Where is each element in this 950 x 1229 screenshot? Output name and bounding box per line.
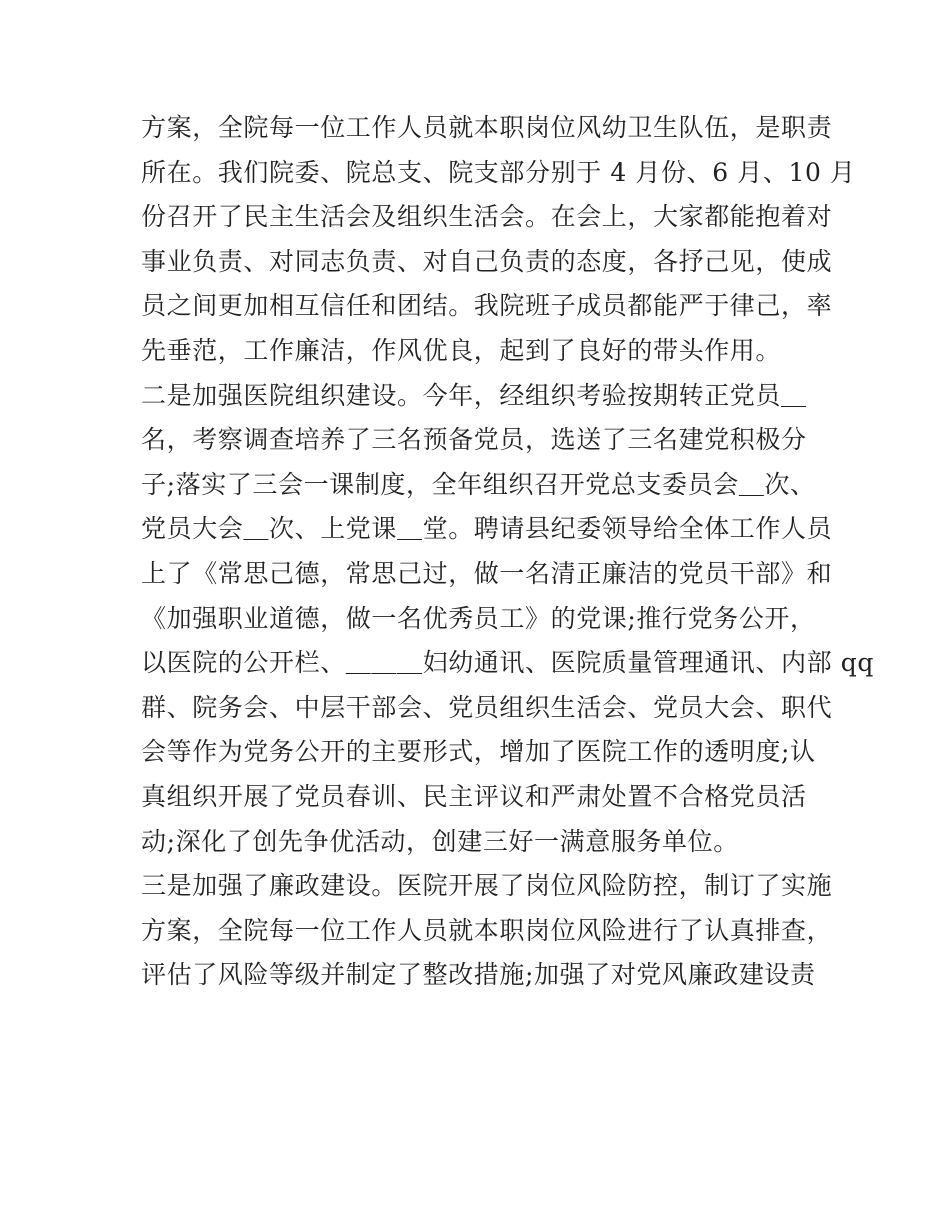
- text-line: 份召开了民主生活会及组织生活会。在会上，大家都能抱着对: [141, 202, 833, 232]
- text-line: 三是加强了廉政建设。医院开展了岗位风险防控，制订了实施: [141, 871, 833, 901]
- text-line: 真组织开展了党员春训、民主评议和严肃处置不合格党员活: [141, 781, 807, 811]
- text-line: 事业负责、对同志负责、对自己负责的态度，各抒己见，使成: [141, 246, 833, 276]
- text-line: 二是加强医院组织建设。今年，经组织考验按期转正党员＿: [141, 380, 807, 410]
- text-line: 以医院的公开栏、＿＿＿妇幼通讯、医院质量管理通讯、内部 qq: [141, 648, 874, 678]
- text-line: 群、院务会、中层干部会、党员组织生活会、党员大会、职代: [141, 692, 833, 722]
- text-line: 上了《常思己德，常思己过，做一名清正廉洁的党员干部》和: [141, 558, 833, 588]
- text-line: 会等作为党务公开的主要形式，增加了医院工作的透明度;认: [141, 737, 816, 767]
- text-line: 所在。我们院委、院总支、院支部分别于 4 月份、6 月、10 月: [141, 157, 856, 187]
- text-line: 方案，全院每一位工作人员就本职岗位风险进行了认真排查，: [141, 915, 833, 945]
- text-line: 评估了风险等级并制定了整改措施;加强了对党风廉政建设责: [141, 960, 816, 990]
- text-line: 动;深化了创先争优活动，创建三好一满意服务单位。: [141, 826, 739, 856]
- text-line: 员之间更加相互信任和团结。我院班子成员都能严于律己，率: [141, 291, 833, 321]
- text-line: 子;落实了三会一课制度，全年组织召开党总支委员会＿次、: [141, 469, 816, 499]
- text-line: 名，考察调查培养了三名预备党员，选送了三名建党积极分: [141, 425, 807, 455]
- body-text: [141, 106, 874, 998]
- text-line: 《加强职业道德，做一名优秀员工》的党课;推行党务公开，: [141, 603, 816, 633]
- text-line: 党员大会＿次、上党课＿堂。聘请县纪委领导给全体工作人员: [141, 514, 833, 544]
- text-line: 先垂范，工作廉洁，作风优良，起到了良好的带头作用。: [141, 335, 782, 365]
- text-line: 方案，全院每一位工作人员就本职岗位风幼卫生队伍，是职责: [141, 113, 833, 142]
